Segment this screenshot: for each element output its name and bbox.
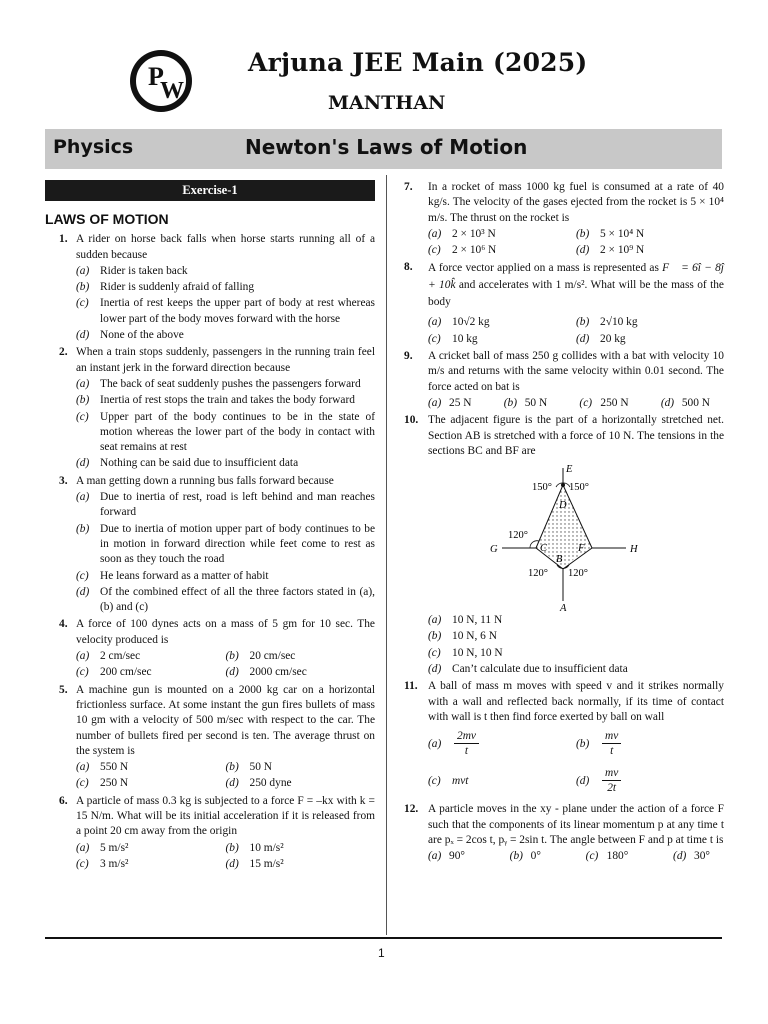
option-key: (b) [576,738,590,751]
label-e: E [566,464,573,476]
question-number: 10. [404,414,419,427]
page-number: 1 [378,946,385,960]
option-key: (a) [76,841,90,854]
option-text: 550 N [100,761,129,774]
option [428,849,465,864]
option [76,410,375,456]
option-key: (a) [428,614,442,627]
option [76,569,375,584]
option-text: Inertia of rest keeps the upper part of body at rest whereas lower part of the body moves forward with the horse [100,297,375,325]
option-key: (d) [225,777,239,790]
question-text: A particle of mass 0.3 kg is subjected to a force F = –kx with k = 15 N/m. What will be its initial acceleration if it is released from a point 20 cm away from the origin [76,794,375,838]
option-text: None of the above [100,329,184,342]
option-text: The back of seat suddenly pushes the passengers forward [100,377,361,390]
option-text: 15 m/s² [249,857,284,870]
option-text: 500 N [681,396,710,409]
question-1 [45,232,375,343]
question-number: 11. [404,680,418,693]
option-row [428,226,724,242]
option-text: Upper part of the body continues to be in the state of motion whereas the lower part of the body in contact with seat remains at rest [100,410,375,454]
option-key: (b) [76,281,90,294]
option [76,377,375,392]
option-key: (a) [428,316,442,329]
option [76,490,375,521]
question-number: 8. [404,261,413,274]
option-text: Nothing can be said due to insufficient data [100,457,299,470]
option-row [428,395,724,411]
option [428,766,576,798]
question-text: A man getting down a running bus falls forward because [76,474,334,487]
option-text: 10 N, 10 N [452,646,503,659]
option-key: (b) [225,761,239,774]
label-b: B [556,554,563,566]
option-key: (d) [225,857,239,870]
option-key: (c) [76,297,89,310]
option-key: (d) [76,585,90,598]
label-c: C [540,543,548,555]
option-text: 10√2 kg [452,316,490,329]
question-4 [45,617,375,680]
chapter-title: Newton's Laws of Motion [245,135,528,159]
option-text: 2 × 10⁶ N [452,244,497,257]
option-text: 20 cm/sec [249,650,296,663]
fraction-denominator: 2t [607,782,617,795]
label-g: G [490,544,498,556]
option-key: (c) [76,666,89,679]
option [226,649,376,664]
option [661,396,710,411]
option-text: 3 m/s² [100,857,129,870]
label-angle-120-left: 120° [528,568,548,580]
option-row [428,331,724,347]
option-row [76,648,375,664]
net-shaded-region [536,485,592,569]
option-text: 180° [606,850,629,863]
option-key: (c) [76,777,89,790]
option [76,280,375,295]
option-key: (c) [76,410,89,423]
question-text: In a rocket of mass 1000 kg fuel is consumed at a rate of 40 kg/s. The velocity of the gases ejected from the rocket is 5 × 10⁴ m/s. The thrust on the rocket is [428,181,724,224]
option [226,665,376,680]
exercise-label: Exercise-1 [45,180,375,201]
question-text-pre: A force vector applied on a mass is represented as [428,262,659,275]
option-row [428,848,724,864]
pw-logo [130,50,192,112]
option-key: (a) [76,377,90,390]
option-text: Due to inertia of rest, road is left behind and man reaches forward [100,491,375,519]
option-key: (d) [428,663,442,676]
option [586,849,629,864]
option [76,665,226,680]
option [76,328,375,343]
option [428,227,576,242]
option-key: (a) [428,738,442,751]
option-key: (a) [76,491,90,504]
option [76,264,375,279]
option-key: (c) [76,857,89,870]
option-text: 10 N, 6 N [452,630,497,643]
question-12 [404,802,724,864]
question-text: A machine gun is mounted on a 2000 kg car on a horizontal frictionless surface. At some instant the gun fires bullets of mass 10 gm with a velocity of 500 m/sec with respect to the car. The number of bullets fired per second is ten. The average thrust on the system is [76,683,375,757]
option-key: (b) [428,630,442,643]
label-h: H [630,544,638,556]
option-key: (b) [509,850,523,863]
label-angle-120-top: 120° [508,530,528,542]
question-7 [404,180,724,258]
option [428,613,724,628]
question-number: 9. [404,350,413,363]
option-text: Rider is taken back [100,264,188,277]
option-key: (d) [76,329,90,342]
question-number: 1. [59,233,68,246]
option [76,456,375,471]
option-text: Rider is suddenly afraid of falling [100,281,255,294]
option [576,243,724,258]
option-text: 250 N [100,777,129,790]
option-text: 20 kg [600,332,626,345]
left-column [45,180,375,874]
footer-rule [45,937,722,939]
option [579,396,628,411]
option-row [76,759,375,775]
option [76,585,375,616]
fraction-denominator: t [464,745,469,758]
option-row [76,840,375,856]
option-row [428,242,724,258]
fraction-denominator: t [610,745,614,758]
label-angle-150-left: 150° [532,482,552,494]
option [576,315,724,330]
option-text: 25 N [449,396,472,409]
option-key: (a) [76,264,90,277]
option-row [428,765,724,798]
option-key: (d) [576,332,590,345]
option [428,629,724,644]
option [76,296,375,327]
question-text: A cricket ball of mass 250 g collides with a bat with velocity 10 m/s and returns with the same velocity within 0.01 second. The force acted on bat is [428,350,724,393]
option-key: (d) [673,850,687,863]
option-text: 10 N, 11 N [452,614,503,627]
page-subtitle: MANTHAN [328,92,446,114]
right-column [404,180,724,866]
option-text: Can’t calculate due to insufficient data [452,663,628,676]
option-key: (a) [428,227,442,240]
option [673,849,710,864]
option-text: mvt [452,775,469,788]
option [76,760,226,775]
option-text: Due to inertia of motion upper part of body continues to be in motion in forward direction while feet come to rest as soon as they touch the road [100,522,375,566]
option-text: 200 cm/sec [100,666,152,679]
option-key: (a) [428,396,442,409]
option-key: (c) [428,244,441,257]
option-text: 10 m/s² [249,841,284,854]
option-text: He leans forward as a matter of habit [100,569,269,582]
option-text: 2 × 10³ N [452,227,496,240]
option-text: 250 N [600,396,629,409]
option-row [428,314,724,330]
question-text: When a train stops suddenly, passengers in the running train feel an instant jerk in the forward direction because [76,346,375,374]
option-row [76,664,375,680]
option-key: (b) [225,650,239,663]
label-a: A [560,603,567,612]
option-key: (a) [76,650,90,663]
question-10 [404,413,724,677]
pw-logo-mark [136,56,186,106]
force-vector-expression: F⃗ = 6î − 8ĵ + 10k̂ [428,262,724,292]
option [76,841,226,856]
topic-bar [45,129,722,169]
option-text: 2 cm/sec [100,650,141,663]
fraction [602,729,621,758]
option [226,776,376,791]
option [226,841,376,856]
question-number: 6. [59,794,68,807]
question-number: 7. [404,181,413,193]
option [428,396,471,411]
question-number: 3. [59,474,68,487]
option [428,243,576,258]
subject-label: Physics [53,136,134,158]
option-text: 2√10 kg [600,316,638,329]
option-row [76,856,375,872]
option-key: (b) [503,396,517,409]
question-5 [45,683,375,792]
fraction-numerator: 2mv [454,729,479,744]
option-text: 5 m/s² [100,841,129,854]
question-number: 4. [59,618,68,631]
option-key: (c) [585,850,599,863]
question-6 [45,794,375,872]
option [576,227,724,242]
option-key: (d) [76,457,90,470]
option-text: Of the combined effect of all the three factors stated in (a), (b) and (c) [100,585,375,614]
question-number: 12. [404,803,419,816]
option-key: (a) [428,850,442,863]
option-key: (c) [76,569,89,582]
option-text: 5 × 10⁴ N [600,227,645,240]
option-key: (c) [428,646,441,659]
option [76,522,375,568]
option-text: 250 dyne [249,777,292,790]
option-key: (d) [660,396,675,409]
option-key: (c) [579,396,593,409]
option-text: 0° [530,850,541,863]
question-2 [45,345,375,471]
question-text: A ball of mass m moves with speed v and it strikes normally with a wall and reflected back normally, if its time of contact with wall is t then find force exerted by ball on wall [428,680,724,723]
option [576,766,724,798]
option [428,662,724,677]
question-number: 5. [59,683,68,696]
logo-letter-w: W [160,78,184,104]
question-3 [45,474,375,616]
option-key: (d) [576,244,590,257]
column-divider [386,175,387,935]
question-text: A force of 100 dynes acts on a mass of 5 gm for 10 sec. The velocity produced is [76,618,375,646]
option-key: (d) [225,666,239,679]
option [76,649,226,664]
option-key: (d) [576,775,590,788]
option [428,315,576,330]
net-figure [488,463,668,611]
option-key: (a) [76,761,90,774]
option-text: 10 kg [452,332,478,345]
label-angle-150-right: 150° [569,482,589,494]
option [76,393,375,408]
option-text: 30° [694,850,710,863]
question-11 [404,679,724,798]
option [226,760,376,775]
question-text: The adjacent figure is the part of a horizontally stretched net. Section AB is stretched with a force of 10 N. The tensions in the sections BC and BF are [428,414,724,457]
option [226,857,376,872]
option-text: 50 N [524,396,548,409]
label-d: D [559,500,567,512]
question-text: A particle moves in the xy - plane under the action of a force F such that the components of its linear momentum p at any time t are pₓ = 2cos t, pᵧ = 2sin t. The angle between F and p at time t is [428,803,724,846]
page-title: Arjuna JEE Main (2025) [248,48,588,77]
label-angle-120-right: 120° [568,568,588,580]
option [576,332,724,347]
option-row [76,775,375,791]
fraction-numerator: mv [602,766,621,781]
option [510,849,541,864]
question-8 [404,260,724,347]
option-key: (c) [428,775,441,788]
option [576,729,724,761]
fraction-numerator: mv [602,729,621,744]
question-text-post: and accelerates with 1 m/s². What will be the mass of the body [428,279,724,309]
option [76,857,226,872]
option [76,776,226,791]
option-row [428,728,724,761]
question-number: 2. [59,346,68,359]
logo-letter-p: P [148,62,164,91]
option-key: (b) [76,394,90,407]
question-text: A rider on horse back falls when horse starts running all of a sudden because [76,233,375,261]
option-text: Inertia of rest stops the train and takes the body forward [100,394,355,407]
section-title: LAWS OF MOTION [45,211,169,227]
question-text [428,260,724,311]
option-key: (b) [576,316,590,329]
option-key: (b) [576,227,590,240]
option [428,332,576,347]
question-9 [404,349,724,411]
option-key: (b) [225,841,239,854]
fraction [602,766,621,795]
option-key: (b) [76,522,90,535]
option [428,729,576,761]
option-text: 90° [449,850,465,863]
option-text: 50 N [249,761,272,774]
option [504,396,547,411]
fraction [454,729,479,758]
option-text: 2 × 10⁹ N [600,244,645,257]
option [428,646,724,661]
option-text: 2000 cm/sec [249,666,307,679]
label-f: F [578,543,585,555]
option-key: (c) [428,332,441,345]
